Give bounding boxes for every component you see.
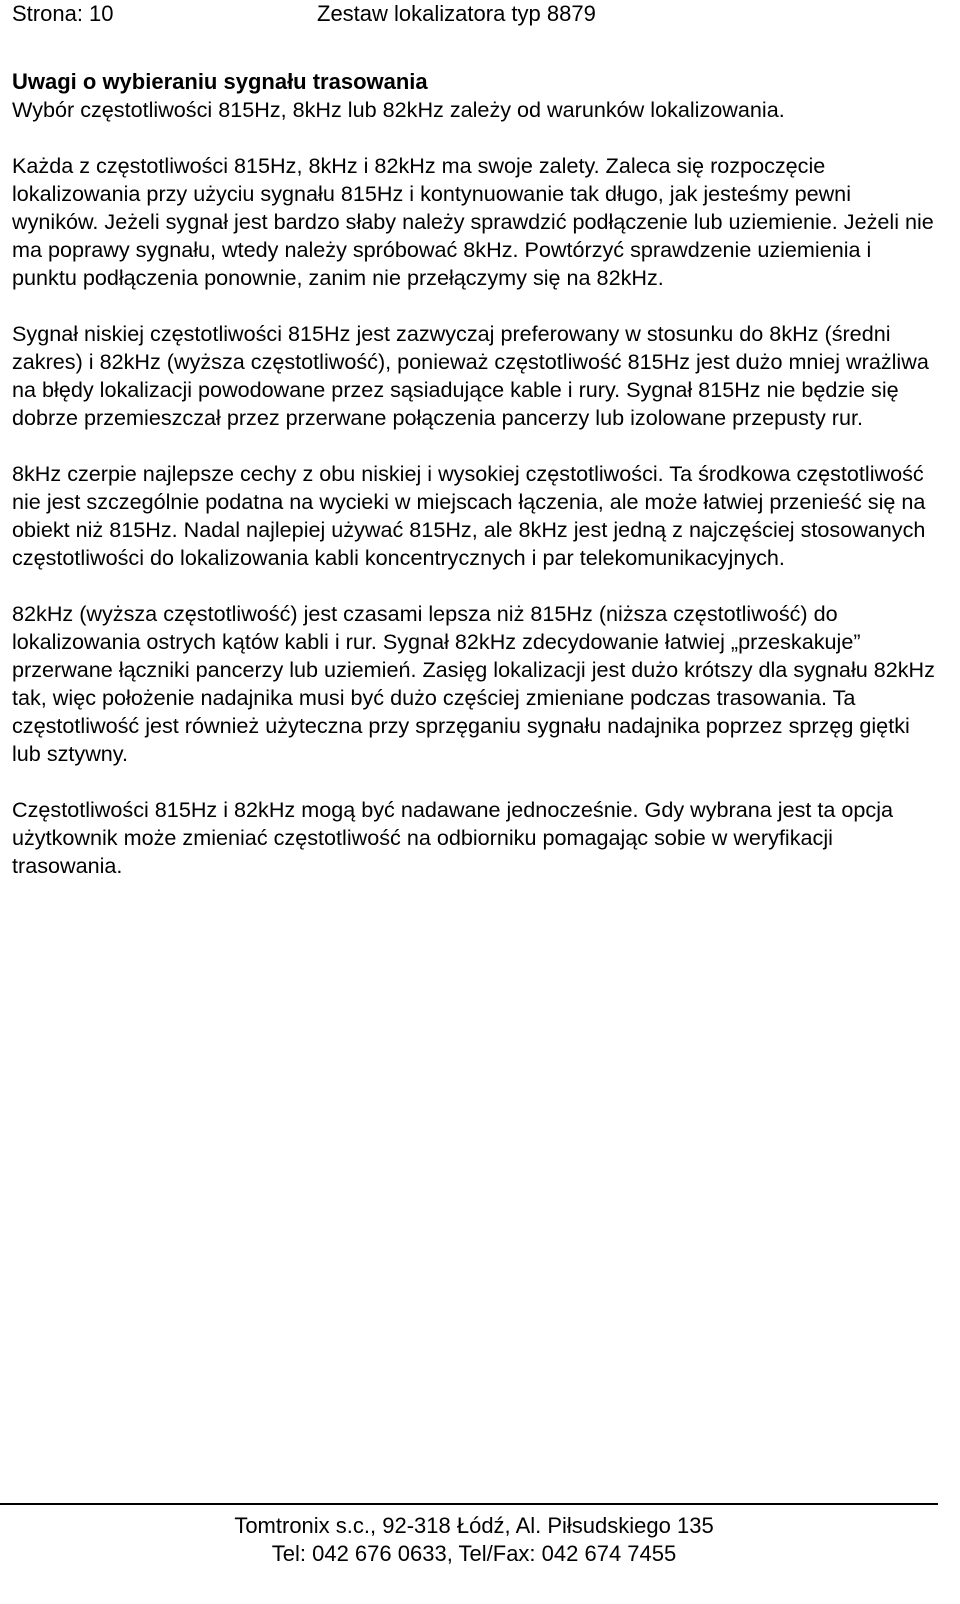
page-header [12,0,948,28]
paragraph-82khz: 82kHz (wyższa częstotliwość) jest czasami lepsza niż 815Hz (niższa częstotliwość) do lokalizowania ostrych kątów kabli i rur. Sygnał 82kHz zdecydowanie łatwiej „przeskakuje” przerwane łączniki pancerzy lub uziemień. Zasięg lokalizacji jest dużo krótszy dla sygnału 82kHz tak, więc położenie nadajnika musi być dużo częściej zmieniane podczas trasowania. Ta częstotliwość jest również użyteczna przy sprzęganiu sygnału nadajnika poprzez sprzęg giętki lub sztywny. [12,601,935,766]
paragraph-8khz: 8kHz czerpie najlepsze cechy z obu niskiej i wysokiej częstotliwości. Ta środkowa częstotliwość nie jest szczególnie podatna na wycieki w miejscach łączenia, ale może łatwiej przenieść się na obiekt niż 815Hz. Nadal najlepiej używać 815Hz, ale 8kHz jest jedną z najczęściej stosowanych częstotliwości do lokalizowania kabli koncentrycznych i par telekomunikacyjnych. [12,461,926,570]
paragraph-intro: Wybór częstotliwości 815Hz, 8kHz lub 82kHz zależy od warunków lokalizowania. [12,97,785,122]
section-title: Uwagi o wybieraniu sygnału trasowania [12,69,428,94]
footer-phone: Tel: 042 676 0633, Tel/Fax: 042 674 7455 [271,1541,677,1566]
page-footer [0,1512,948,1568]
page-number: Strona: 10 [12,1,114,26]
paragraph-815hz: Sygnał niskiej częstotliwości 815Hz jest zazwyczaj preferowany w stosunku do 8kHz (średni zakres) i 82kHz (wyższa częstotliwość), ponieważ częstotliwość 815Hz jest dużo mniej wrażliwa na błędy lokalizacji powodowane przez sąsiadujące kable i rury. Sygnał 815Hz nie będzie się dobrze przemieszczał przez przerwane połączenia pancerzy lub izolowane przepusty rur. [12,321,929,430]
page-content [12,68,942,908]
footer-divider [0,1503,938,1505]
footer-address: Tomtronix s.c., 92-318 Łódź, Al. Piłsudskiego 135 [234,1513,714,1538]
paragraph-simultaneous: Częstotliwości 815Hz i 82kHz mogą być nadawane jednocześnie. Gdy wybrana jest ta opcja użytkownik może zmieniać częstotliwość na odbiorniku pomagając sobie w weryfikacji trasowania. [12,797,893,878]
paragraph-advantages: Każda z częstotliwości 815Hz, 8kHz i 82kHz ma swoje zalety. Zaleca się rozpoczęcie lokalizowania przy użyciu sygnału 815Hz i kontynuowanie tak długo, jak jesteśmy pewni wyników. Jeżeli sygnał jest bardzo słaby należy sprawdzić podłączenie lub uziemienie. Jeżeli nie ma poprawy sygnału, wtedy należy spróbować 8kHz. Powtórzyć sprawdzenie uziemienia i punktu podłączenia ponownie, zanim nie przełączymy się na 82kHz. [12,153,934,290]
document-title: Zestaw lokalizatora typ 8879 [317,1,596,26]
